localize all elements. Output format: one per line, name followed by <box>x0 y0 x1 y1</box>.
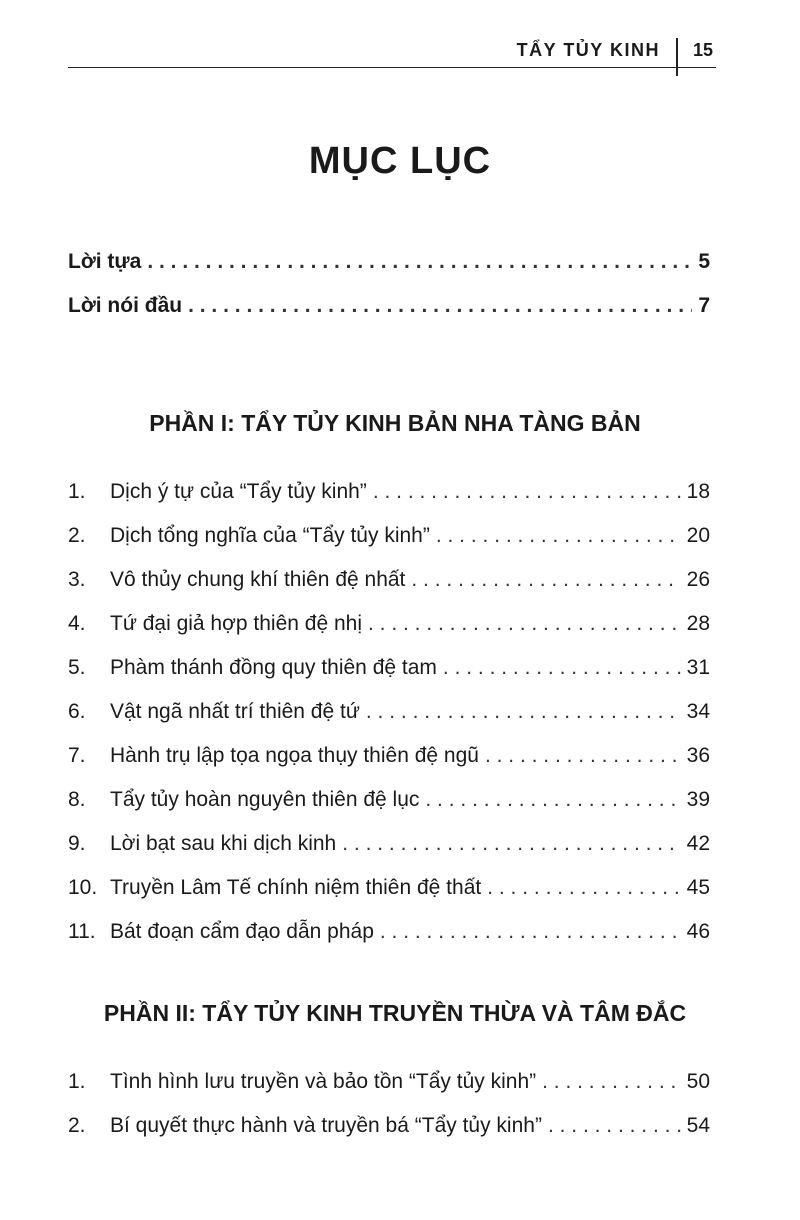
toc-entry-label: Phàm thánh đồng quy thiên đệ tam <box>110 656 437 679</box>
toc-entry <box>68 876 710 900</box>
toc-entry <box>68 1070 710 1094</box>
toc-entry-number: 9. <box>68 832 86 855</box>
toc-entry <box>68 1114 710 1138</box>
dot-leader <box>425 788 680 812</box>
toc-entry-page: 42 <box>686 832 710 855</box>
dot-leader <box>487 876 680 900</box>
dot-leader <box>443 656 681 680</box>
header-separator <box>676 38 678 76</box>
toc-entry <box>68 920 710 944</box>
toc-entry-number: 6. <box>68 700 86 723</box>
toc-entry-page: 18 <box>686 480 710 503</box>
toc-entry-label: Hành trụ lập tọa ngọa thụy thiên đệ ngũ <box>110 744 479 767</box>
toc-entry-number: 2. <box>68 1114 86 1137</box>
dot-leader <box>147 250 692 274</box>
toc-entry <box>68 788 710 812</box>
toc-entry-number: 10. <box>68 876 98 899</box>
dot-leader <box>366 700 681 724</box>
toc-entry-label: Lời bạt sau khi dịch kinh <box>110 832 337 855</box>
toc-entry-label: Lời tựa <box>68 250 142 273</box>
toc-entry-label: Lời nói đầu <box>68 294 183 317</box>
toc-entry-label: Vô thủy chung khí thiên đệ nhất <box>110 568 406 591</box>
toc-entry-number: 5. <box>68 656 86 679</box>
toc-entry-page: 54 <box>686 1114 710 1137</box>
toc-entry <box>68 612 710 636</box>
toc-entry-preface <box>68 250 710 274</box>
toc-entry-page: 39 <box>686 788 710 811</box>
toc-entry-label: Dịch ý tự của “Tẩy tủy kinh” <box>110 480 367 503</box>
toc-entry-label: Truyền Lâm Tế chính niệm thiên đệ thất <box>110 876 482 899</box>
toc-entry-label: Bí quyết thực hành và truyền bá “Tẩy tủy kinh” <box>110 1114 542 1137</box>
toc-entry-label: Tứ đại giả hợp thiên đệ nhị <box>110 612 362 635</box>
toc-entry <box>68 656 710 680</box>
toc-entry-page: 45 <box>686 876 710 899</box>
toc-entry-label: Vật ngã nhất trí thiên đệ tứ <box>110 700 360 723</box>
part-2-heading: PHẦN II: TẨY TỦY KINH TRUYỀN THỪA VÀ TÂM ĐẮC <box>103 1000 687 1026</box>
toc-entry <box>68 480 710 504</box>
toc-entry <box>68 832 710 856</box>
dot-leader <box>368 612 681 636</box>
running-header-title: TẨY TỦY KINH <box>516 40 660 60</box>
toc-entry-page: 36 <box>686 744 710 767</box>
dot-leader <box>548 1114 681 1138</box>
dot-leader <box>373 480 681 504</box>
toc-entry-number: 1. <box>68 480 86 503</box>
toc-entry-page: 31 <box>686 656 710 679</box>
dot-leader <box>342 832 680 856</box>
toc-entry-number: 11. <box>68 920 96 943</box>
toc-entry-page: 5 <box>698 250 710 273</box>
toc-entry-label: Tình hình lưu truyền và bảo tồn “Tẩy tủy kinh” <box>110 1070 537 1093</box>
toc-entry-foreword <box>68 294 710 318</box>
header-rule <box>68 67 716 68</box>
toc-entry-label: Bát đoạn cẩm đạo dẫn pháp <box>110 920 374 943</box>
part-1-heading: PHẦN I: TẨY TỦY KINH BẢN NHA TÀNG BẢN <box>149 410 641 436</box>
dot-leader <box>436 524 681 548</box>
dot-leader <box>411 568 680 592</box>
toc-entry <box>68 700 710 724</box>
dot-leader <box>188 294 692 318</box>
toc-entry-number: 7. <box>68 744 86 767</box>
dot-leader <box>485 744 681 768</box>
toc-entry <box>68 744 710 768</box>
toc-entry-page: 46 <box>686 920 710 943</box>
toc-entry-page: 28 <box>686 612 710 635</box>
toc-entry <box>68 524 710 548</box>
dot-leader <box>380 920 681 944</box>
toc-entry-label: Dịch tổng nghĩa của “Tẩy tủy kinh” <box>110 524 430 547</box>
toc-entry-page: 26 <box>686 568 710 591</box>
toc-entry-label: Tẩy tủy hoàn nguyên thiên đệ lục <box>110 788 420 811</box>
toc-entry <box>68 568 710 592</box>
toc-entry-page: 34 <box>686 700 710 723</box>
toc-entry-number: 3. <box>68 568 86 591</box>
page-title: MỤC LỤC <box>308 140 492 182</box>
toc-entry-page: 50 <box>686 1070 710 1093</box>
toc-entry-number: 1. <box>68 1070 86 1093</box>
toc-entry-number: 2. <box>68 524 86 547</box>
toc-entry-page: 7 <box>698 294 710 317</box>
toc-entry-page: 20 <box>686 524 710 547</box>
toc-entry-number: 8. <box>68 788 86 811</box>
dot-leader <box>542 1070 681 1094</box>
page-number: 15 <box>693 40 714 60</box>
toc-entry-number: 4. <box>68 612 86 635</box>
